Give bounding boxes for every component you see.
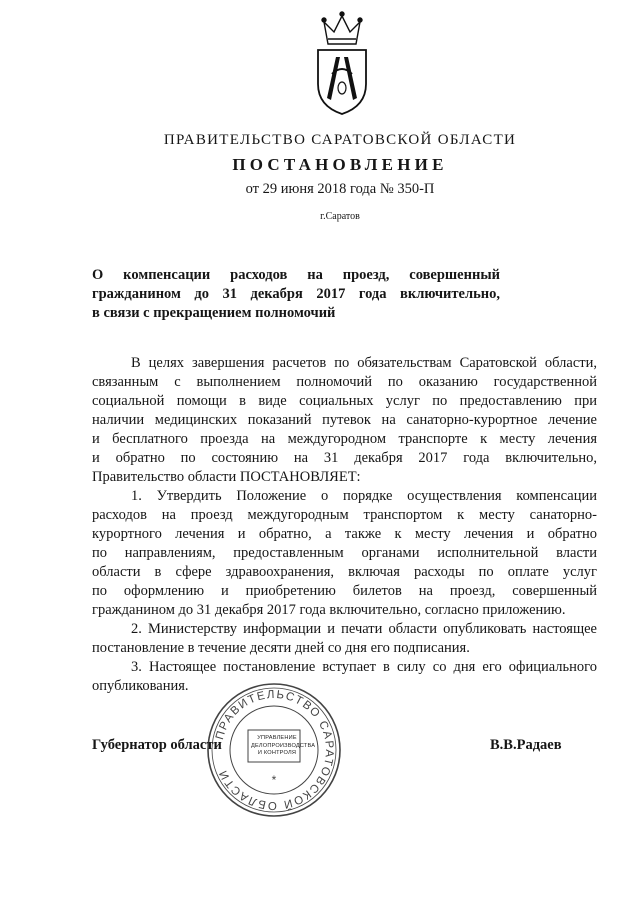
body-line: области в сфере здравоохранения, включая расходы по оплате услуг: [92, 564, 597, 580]
body-line: наличии медицинских показаний путевок на санаторно-курортное лечение: [92, 412, 597, 428]
coat-of-arms-icon: [312, 10, 372, 118]
document-city: г.Саратов: [320, 211, 360, 222]
title-line: О компенсации расходов на проезд, совершенный: [92, 267, 500, 283]
body-line: постановление в течение десяти дней со дня его подписания.: [92, 640, 470, 656]
document-type: ПОСТАНОВЛЕНИЕ: [232, 155, 448, 174]
stamp-inner-line: УПРАВЛЕНИЕ: [257, 735, 297, 741]
organization-name: ПРАВИТЕЛЬСТВО САРАТОВСКОЙ ОБЛАСТИ: [163, 132, 517, 148]
title-line: в связи с прекращением полномочий: [92, 305, 336, 321]
body-line: Правительство области ПОСТАНОВЛЯЕТ:: [92, 469, 361, 485]
stamp-ring-text: ПРАВИТЕЛЬСТВО САРАТОВСКОЙ ОБЛАСТИ: [214, 688, 336, 812]
stamp-inner-line: ДЕЛОПРОИЗВОДСТВА: [251, 742, 316, 749]
body-line: опубликования.: [92, 678, 189, 694]
body-line: 3. Настоящее постановление вступает в силу со дня его официального: [131, 659, 597, 675]
body-line: 2. Министерству информации и печати области опубликовать настоящее: [131, 621, 597, 637]
body-line: гражданином до 31 декабря 2017 года включительно, согласно приложению.: [92, 602, 566, 618]
body-line: 1. Утвердить Положение о порядке осуществления компенсации: [131, 488, 597, 504]
body-line: и бесплатного проезда на междугородном транспорте к месту лечения: [92, 431, 597, 447]
stamp-star-icon: *: [271, 773, 277, 787]
body-line: В целях завершения расчетов по обязательствам Саратовской области,: [131, 355, 597, 371]
stamp-inner-line: И КОНТРОЛЯ: [257, 750, 297, 757]
title-line: гражданином до 31 декабря 2017 года включительно,: [92, 286, 500, 302]
body-line: социальной помощи в виде социальных услуг по предоставлению при: [92, 393, 597, 409]
signatory-name: В.В.Радаев: [490, 737, 562, 753]
body-line: по оформлению и приобретению билетов на проезд, совершенный: [92, 583, 597, 599]
body-line: курортного лечения и обратно, а также к месту лечения и обратно: [92, 526, 597, 542]
body-line: связанным с выполнением полномочий по оказанию государственной: [92, 374, 597, 390]
document-date-number: от 29 июня 2018 года № 350-П: [245, 181, 435, 197]
body-line: расходов на проезд междугородным транспортом к месту санаторно-: [92, 507, 597, 523]
body-line: и обратно по состоянию на 31 декабря 2017 года включительно,: [92, 450, 597, 466]
stamp-inner-text: [251, 735, 316, 758]
body-line: по направлениям, предоставленным органами исполнительной власти: [92, 545, 597, 561]
signatory-position: Губернатор области: [92, 737, 222, 753]
